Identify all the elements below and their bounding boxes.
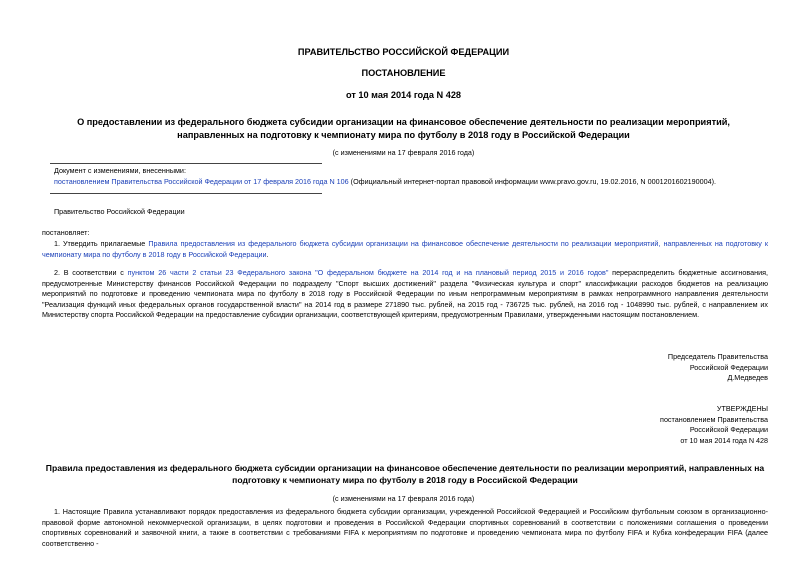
document-type: ПОСТАНОВЛЕНИЕ: [361, 68, 446, 78]
government-heading: ПРАВИТЕЛЬСТВО РОССИЙСКОЙ ФЕДЕРАЦИИ: [297, 47, 510, 57]
paragraph-1-end: .: [266, 249, 269, 259]
signature-position: Председатель Правительства: [667, 352, 768, 361]
approval-block: [500, 404, 768, 446]
divider-bottom: [50, 193, 322, 194]
approval-line-3: Российской Федерации: [689, 425, 768, 435]
changes-label: Документ с изменениями, внесенными:: [54, 166, 186, 175]
rules-title: Правила предоставления из федерального бюджета субсидии организации на финансовое обеспечение деятельности по реализации мероприятий, направленных на подготовку к чемпионату мира по футболу в 2018 году в Российской Федерации: [45, 463, 765, 485]
amending-decree-link[interactable]: постановлением Правительства Российской Федерации от 17 февраля 2016 года N 106: [54, 177, 349, 186]
paragraph-2-start: 2. В соответствии с: [54, 268, 128, 277]
changes-line: [54, 177, 794, 188]
body-government: Правительство Российской Федерации: [54, 207, 185, 216]
federal-law-link[interactable]: пунктом 26 части 2 статьи 23 Федерального закона "О федеральном бюджете на 2014 год и на плановый период 2015 и 2016 годов": [127, 268, 609, 277]
document-title: О предоставлении из федерального бюджета субсидии организации на финансовое обеспечение деятельности по реализации мероприятий, направленных на подготовку к чемпионату мира по футболу в 2018 году в Российской Федерации: [77, 117, 730, 140]
approval-title: УТВЕРЖДЕНЫ: [716, 404, 768, 413]
document-date-number: от 10 мая 2014 года N 428: [345, 90, 462, 100]
paragraph-2-end: перераспределить бюджетные ассигнования, предусмотренные Министерству финансов Российской Федерации по подразделу "Спорт высших достижений" раздела "Физическая культура и спорт" классификации расходов бюджетов на реализацию мероприятий по подготовке и проведению чемпионата мира по футболу в 2018 году в Российской Федерации по иным непрограммным мероприятиям в рамках непрограммного направления деятельности "Реализация функций иных федеральных органов государственной власти" на 2014 год в размере 271890 тыс. рублей, на 2015 год - 736725 тыс. рублей, на 2016 год - 1048990 тыс. рублей, с направлением их Министерству спорта Российской Федерации на предоставление субсидии организации, соответствующей критериям, предусмотренным Правилами, утвержденными настоящим постановлением.: [42, 268, 769, 320]
divider-top: [50, 163, 322, 164]
rules-amendment-note: (с изменениями на 17 февраля 2016 года): [332, 494, 475, 503]
rules-link[interactable]: Правила предоставления из федерального бюджета субсидии организации на финансовое обеспечение деятельности по реализации мероприятий, направленных на подготовку к чемпионату мира по футболу в 2018 году в Российской Федерации: [42, 239, 768, 259]
paragraph-1-start: 1. Утвердить прилагаемые: [54, 239, 149, 248]
approval-line-2: постановлением Правительства: [660, 414, 768, 424]
signature-name: Д.Медведев: [727, 373, 768, 383]
signature-block: [500, 352, 768, 384]
amendment-note: (с изменениями на 17 февраля 2016 года): [332, 148, 475, 157]
approval-date: от 10 мая 2014 года N 428: [680, 435, 768, 445]
paragraph-1: [42, 239, 768, 260]
paragraph-2: [42, 268, 768, 321]
changes-source: (Официальный интернет-портал правовой информации www.pravo.gov.ru, 19.02.2016, N 0001201602190004).: [348, 177, 716, 186]
body-decrees: постановляет:: [42, 228, 90, 237]
rules-paragraph-1: 1. Настоящие Правила устанавливают порядок предоставления из федерального бюджета субсидии организации, учрежденной Российской Федерацией и Российским футбольным союзом в организационно-правовой форме автономной некоммерческой организации, в целях подготовки и проведения в Российской Федерации спортивных соревнований в соответствии с положениями соглашения о проведении спортивных соревнований и заявочной книги, а также в соответствии с требованиями FIFA к мероприятиям по подготовке и проведению чемпионата мира по футболу FIFA и Кубка конфедерации FIFA (далее соответственно -: [42, 507, 768, 548]
signature-country: Российской Федерации: [689, 362, 768, 372]
